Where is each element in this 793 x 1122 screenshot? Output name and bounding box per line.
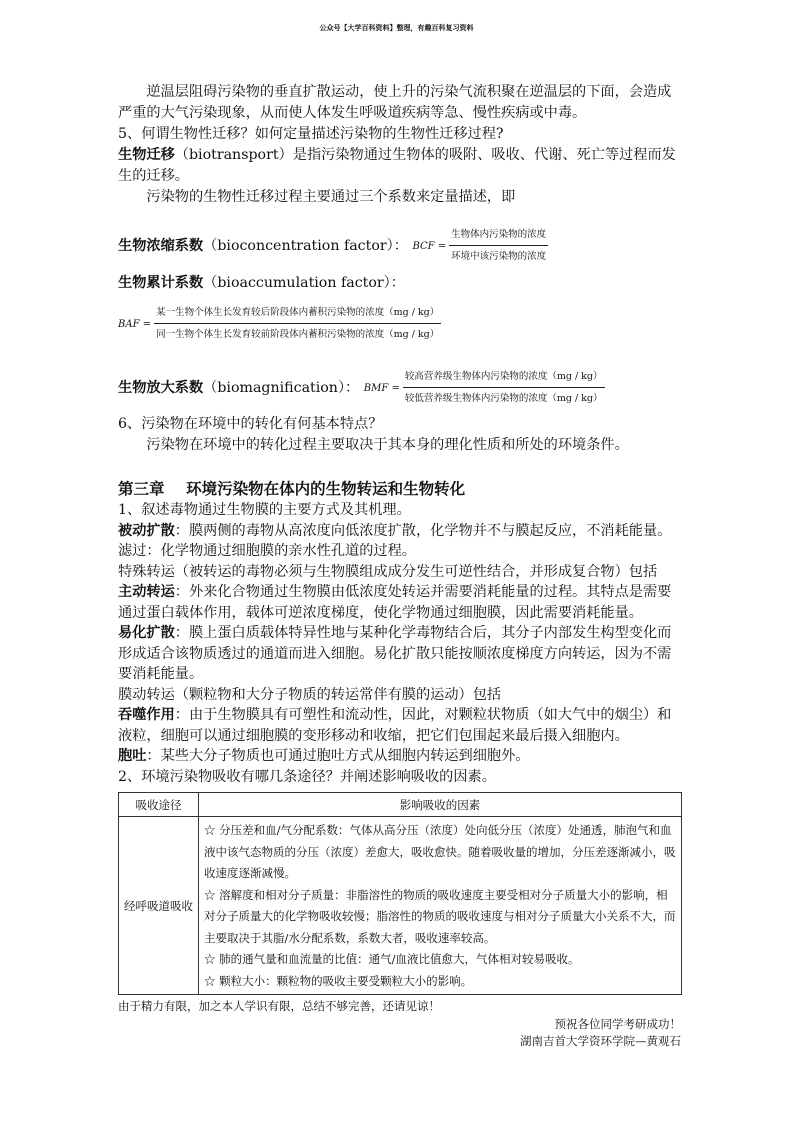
formula-symbol: BMF = <box>363 382 400 394</box>
denominator: 同一生物个体生长发育较前阶段体内蓄积污染物的浓度（mg / kg） <box>156 329 440 340</box>
item-text: ：某些大分子物质也可通过胞吐方式从细胞内转运到细胞外。 <box>146 748 530 764</box>
bcf-formula <box>118 228 684 264</box>
list-item <box>118 521 684 542</box>
term: 吞噬作用 <box>118 707 175 723</box>
table-row <box>119 817 682 995</box>
factor-item: ☆ 肺的通气量和血流量的比值：通气/血液比值愈大，气体相对较易吸收。 <box>204 952 580 966</box>
factor-item: ☆ 溶解度和相对分子质量：非脂溶性的物质的吸收速度主要受相对分子质量大小的影响，相对分子质量大的化学物吸收较慢；脂溶性的物质的吸收速度与相对分子质量大小关系不大，而主要取决于其脂/水分配系数，系数大者，吸收速率较高。 <box>204 887 676 945</box>
question-1: 1、叙述毒物通过生物膜的主要方式及其机理。 <box>118 502 411 518</box>
fraction <box>154 306 441 342</box>
term: 生物浓缩系数 <box>118 238 204 254</box>
term: 被动扩散 <box>118 522 175 539</box>
list-item <box>118 623 684 685</box>
column-header: 影响吸收的因素 <box>199 793 682 817</box>
factor-item: ☆ 分压差和血/气分配系数：气体从高分压（浓度）处向低分压（浓度）处通透，肺泡气和血液中该气态物质的分压（浓度）差愈大，吸收愈快。随着吸收量的增加，分压差逐渐减小，吸收速度逐渐减慢。 <box>204 823 676 880</box>
table-header-row <box>119 793 682 817</box>
footer-note: 由于精力有限，加之本人学识有限，总结不够完善，还请见谅！ <box>118 999 440 1013</box>
numerator: 生物体内污染物的浓度 <box>449 228 548 246</box>
bmf-formula <box>118 370 684 406</box>
item-text: ：由于生物膜具有可塑性和流动性，因此，对颗粒状物质（如大气中的烟尘）和液粒，细胞可以通过细胞膜的变形移动和收缩，把它们包围起来最后摄入细胞内。 <box>118 707 672 744</box>
question-5: 5、何谓生物性迁移？如何定量描述污染物的生物性迁移过程? <box>118 126 504 142</box>
section-q6 <box>118 414 684 456</box>
answer-6: 污染物在环境中的转化过程主要取决于其本身的理化性质和所处的环境条件。 <box>146 437 629 453</box>
paragraph: 逆温层阻碍污染物的垂直扩散运动，使上升的污染气流积聚在逆温层的下面，会造成严重的大气污染现象，从而使人体发生呼吸道疾病等急、慢性疾病或中毒。 <box>118 84 672 121</box>
list-item <box>118 746 684 767</box>
item-text: 滤过：化学物通过细胞膜的亲水性孔道的过程。 <box>118 543 416 559</box>
biotransport-definition <box>118 145 684 187</box>
list-item <box>118 582 684 623</box>
numerator: 较高营养级生物体内污染物的浓度（mg / kg） <box>403 370 605 388</box>
numerator: 某一生物个体生长发育较后阶段体内蓄积污染物的浓度（mg / kg） <box>154 306 441 324</box>
list-item <box>118 541 684 562</box>
term-english: （bioconcentration factor）： <box>203 238 408 254</box>
baf-label <box>118 272 684 292</box>
term: 生物迁移 <box>118 147 175 163</box>
denominator: 环境中该污染物的浓度 <box>451 251 547 262</box>
item-text: ：膜两侧的毒物从高浓度向低浓度扩散，化学物并不与膜起反应，不消耗能量。 <box>174 522 672 539</box>
item-text: 特殊转运（被转运的毒物必须与生物膜组成成分发生可逆性结合，并形成复合物）包括 <box>118 563 658 580</box>
list-item <box>118 562 684 583</box>
footer-wish: 预祝各位同学考研成功！ <box>554 1017 681 1031</box>
item-text: 膜动转运（颗粒物和大分子物质的转运常伴有膜的运动）包括 <box>118 686 502 703</box>
fraction <box>449 228 548 264</box>
absorption-table <box>118 792 682 995</box>
route-cell: 经呼吸道吸收 <box>119 817 199 995</box>
item-text: ：外来化合物通过生物膜由低浓度处转运并需要消耗能量的过程。其特点是需要通过蛋白载体作用，载体可逆浓度梯度，使化学物通过细胞膜，因此需要消耗能量。 <box>118 584 672 621</box>
page-header: 公众号【大学百科资料】整理，有趣百科复习资料 <box>319 23 474 32</box>
term: 胞吐 <box>118 748 147 764</box>
paragraph: 污染物的生物性迁移过程主要通过三个系数来定量描述，即 <box>146 189 516 205</box>
question-6: 6、污染物在环境中的转化有何基本特点？ <box>118 416 383 432</box>
term-english: （biomagnification）： <box>203 380 360 396</box>
formula-symbol: BCF = <box>412 240 447 252</box>
term: 生物放大系数 <box>118 380 204 396</box>
definition-text: （biotransport）是指污染物通过生物体的吸附、吸收、代谢、死亡等过程而发生的迁移。 <box>118 147 676 184</box>
baf-formula <box>118 306 684 342</box>
list-item <box>118 685 684 706</box>
factor-item: ☆ 颗粒大小：颗粒物的吸收主要受颗粒大小的影响。 <box>204 973 473 988</box>
column-header: 吸收途径 <box>119 793 199 817</box>
chapter-title: 第三章 环境污染物在体内的生物转运和生物转化 <box>118 480 466 498</box>
term: 生物累计系数 <box>118 275 204 291</box>
chapter-3 <box>118 478 684 787</box>
footer-author: 湖南吉首大学资环学院—黄观石 <box>520 1034 681 1048</box>
fraction <box>403 370 605 406</box>
factors-cell <box>199 817 682 995</box>
formula-symbol: BAF = <box>118 318 152 330</box>
term: 易化扩散 <box>118 625 175 641</box>
section-q5 <box>118 82 684 208</box>
term: 主动转运 <box>118 584 175 600</box>
transport-list <box>118 521 684 767</box>
item-text: ：膜上蛋白质载体特异性地与某种化学毒物结合后，其分子内部发生构型变化而形成适合该物质透过的通道而进入细胞。易化扩散只能按顺浓度梯度方向转运，因为不需要消耗能量。 <box>118 625 672 682</box>
denominator: 较低营养级生物体内污染物的浓度（mg / kg） <box>404 393 603 404</box>
question-2: 2、环境污染物吸收有哪几条途径？并阐述影响吸收的因素。 <box>118 768 496 785</box>
list-item <box>118 705 684 746</box>
term-english: （bioaccumulation factor）： <box>203 275 405 291</box>
